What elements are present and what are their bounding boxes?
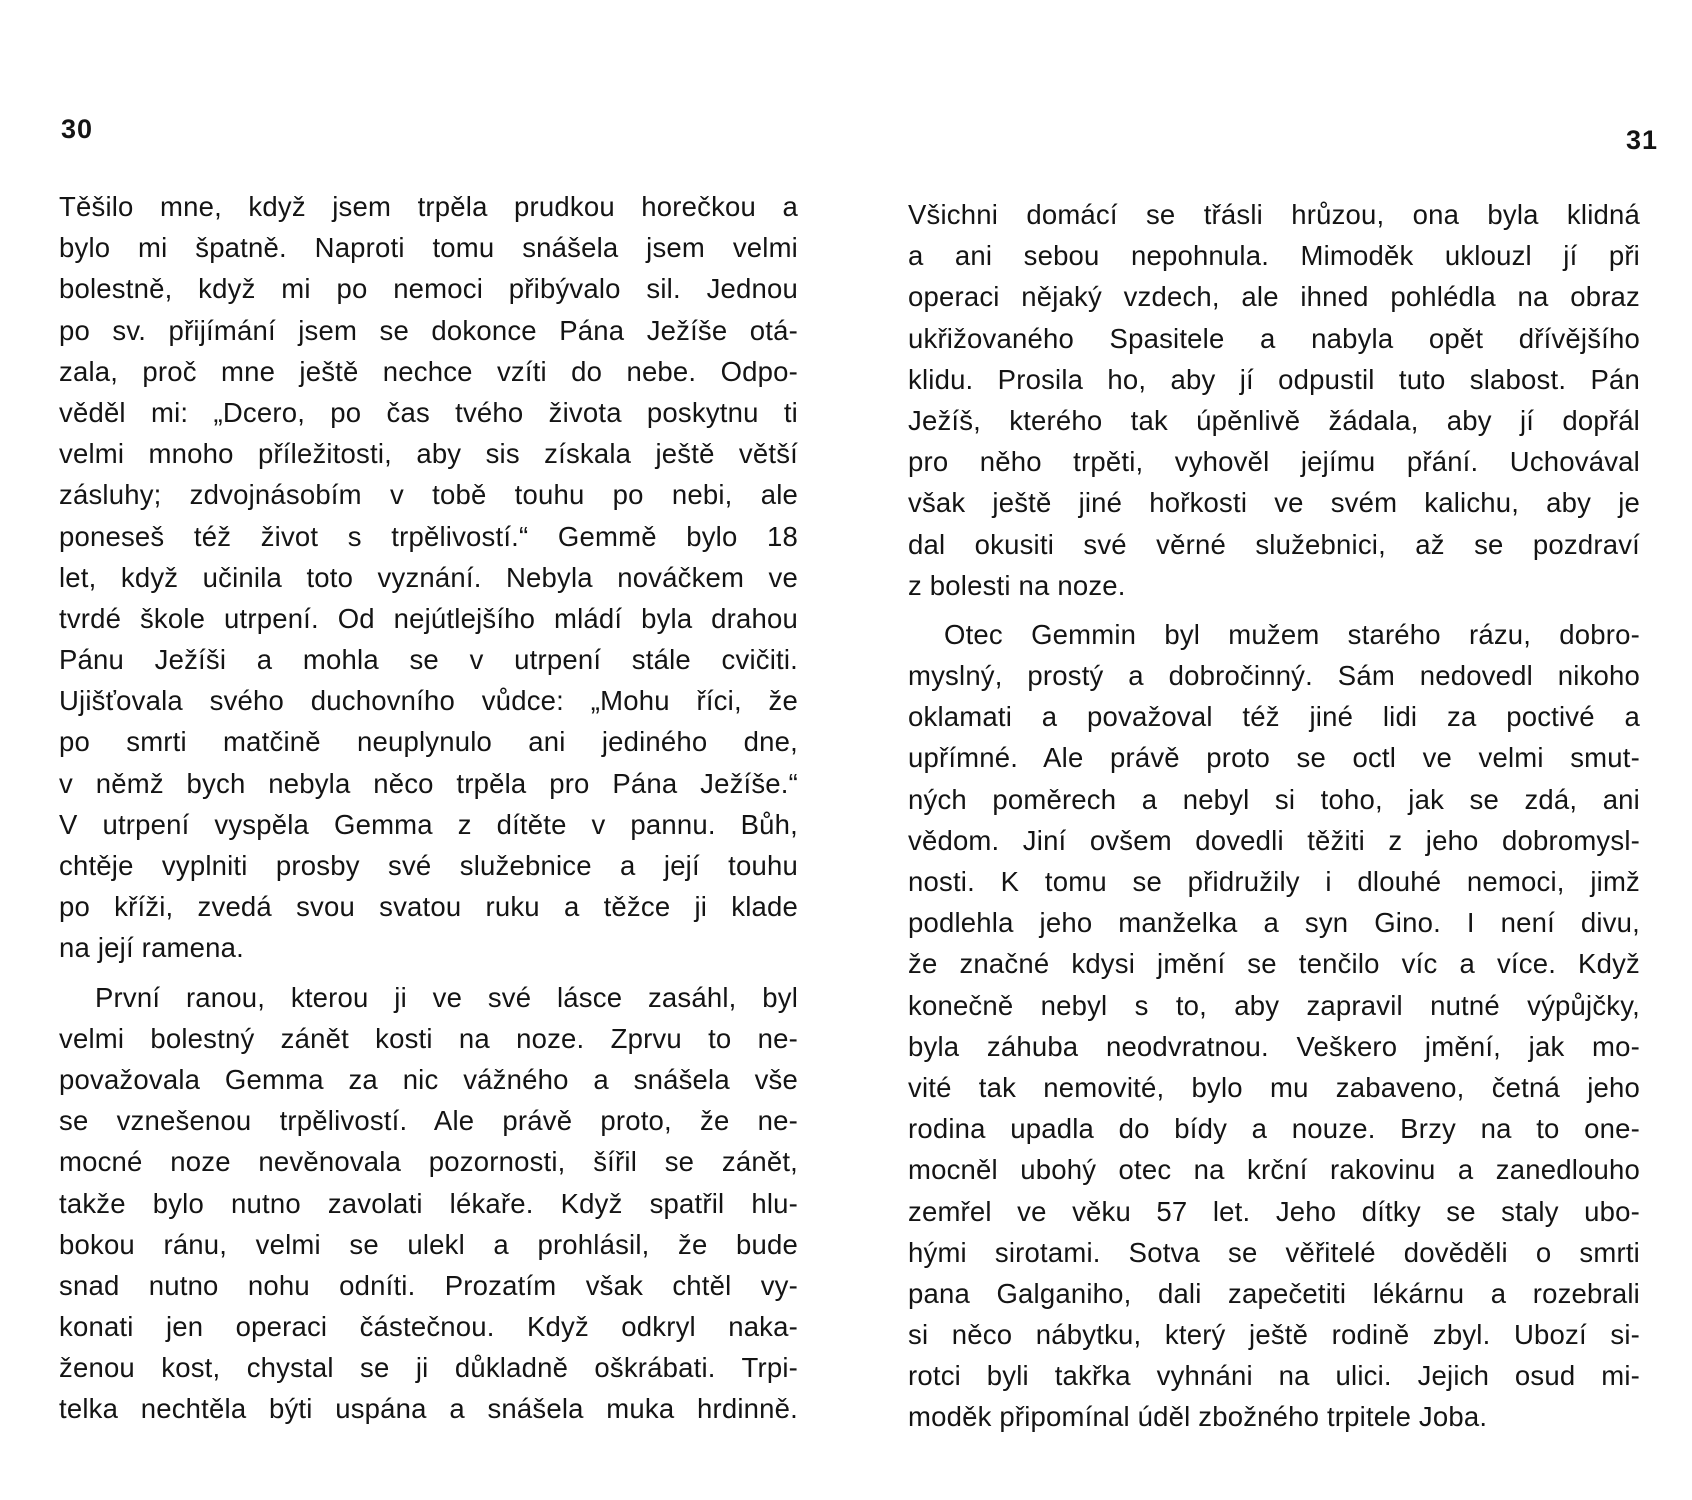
text-line: Těšilo mne, když jsem trpěla prudkou horečkou a [59, 191, 798, 222]
text-line: v němž bych nebyla něco trpěla pro Pána Ježíše.“ [59, 767, 798, 799]
text-line: Ujišťovala svého duchovního vůdce: „Mohu říci, že [59, 685, 798, 717]
text-line: poneseš též život s trpělivostí.“ Gemmě bylo 18 [59, 520, 798, 552]
paragraph [59, 186, 798, 969]
text-line: po kříži, zvedá svou svatou ruku a těžce ji klade [59, 891, 798, 923]
text-line: konati jen operaci částečnou. Když odkryl naka- [59, 1311, 798, 1343]
text-line: ukřižovaného Spasitele a nabyla opět dřívějšího [908, 322, 1640, 354]
paragraph [908, 614, 1640, 1438]
text-line: po sv. přijímání jsem se dokonce Pána Ježíše otá- [59, 314, 798, 346]
text-line: považovala Gemma za nic vážného a snášela vše [59, 1063, 798, 1095]
text-line: let, když učinila toto vyznání. Nebyla nováčkem ve [59, 561, 798, 593]
text-line: ženou kost, chystal se ji důkladně oškrábati. Trpi- [59, 1352, 798, 1384]
text-line: nosti. K tomu se přidružily i dlouhé nemoci, jimž [908, 866, 1640, 897]
text-line: z bolesti na noze. [908, 569, 1126, 601]
text-line: snad nutno nohu odníti. Prozatím však chtěl vy- [59, 1269, 798, 1301]
text-line: chtěje vyplniti prosby své služebnice a její touhu [59, 850, 798, 881]
text-line: vědom. Jiní ovšem dovedli těžiti z jeho dobromysl- [908, 824, 1640, 856]
text-line: pro něho trpěti, vyhověl jejímu přání. Uchovával [908, 446, 1640, 478]
text-line: podlehla jeho manželka a syn Gino. I není divu, [908, 907, 1640, 939]
text-line: oklamati a považoval též jiné lidi za poctivé a [908, 701, 1640, 733]
left-text-column [59, 186, 798, 1430]
page-number-left: 30 [61, 114, 94, 144]
text-line: V utrpení vyspěla Gemma z dítěte v pannu. Bůh, [59, 808, 798, 840]
right-page [846, 0, 1692, 1500]
text-line: pana Galganiho, dali zapečetiti lékárnu a rozebrali [908, 1277, 1640, 1309]
text-line: bolestně, když mi po nemoci přibývalo sil. Jednou [59, 273, 798, 305]
text-line: dal okusiti své věrné služebnici, až se pozdraví [908, 528, 1640, 560]
text-line: Ježíš, kterého tak úpěnlivě žádala, aby jí dopřál [908, 404, 1640, 436]
text-line: bylo mi špatně. Naproti tomu snášela jsem velmi [59, 232, 798, 264]
text-line: rodina upadla do bídy a nouze. Brzy na to one- [908, 1113, 1640, 1145]
text-line: ných poměrech a nebyl si toho, jak se zdá, ani [908, 783, 1640, 815]
text-line: na její ramena. [59, 932, 244, 964]
text-line: operaci nějaký vzdech, ale ihned pohlédla na obraz [908, 281, 1640, 313]
text-line: mocněl ubohý otec na krční rakovinu a zanedlouho [908, 1154, 1640, 1186]
text-line: vité tak nemovité, bylo mu zabaveno, četná jeho [908, 1071, 1640, 1103]
text-line: se vznešenou trpělivostí. Ale právě proto, že ne- [59, 1105, 798, 1137]
text-line: myslný, prostý a dobročinný. Sám nedovedl nikoho [908, 660, 1640, 692]
text-line: po smrti matčině neuplynulo ani jediného dne, [59, 726, 798, 758]
text-line: velmi mnoho příležitosti, aby sis získala ještě větší [59, 438, 798, 470]
text-line: tvrdé škole utrpení. Od nejútlejšího mládí byla drahou [59, 602, 798, 634]
text-line: hými sirotami. Sotva se věřitelé dověděli o smrti [908, 1236, 1640, 1268]
text-line: klidu. Prosila ho, aby jí odpustil tuto slabost. Pán [908, 363, 1640, 395]
text-line: První ranou, kterou ji ve své lásce zasáhl, byl [95, 981, 798, 1013]
text-line: že značné kdysi jmění se tenčilo víc a více. Když [908, 948, 1640, 980]
text-line: zala, proč mne ještě nechce vzíti do nebe. Odpo- [59, 355, 798, 387]
text-line: zásluhy; zdvojnásobím v tobě touhu po nebi, ale [59, 479, 798, 511]
paragraph-gap [59, 969, 798, 977]
page-number-right: 31 [1625, 125, 1658, 155]
text-line: rotci byli takřka vyhnáni na ulici. Jejich osud mi- [908, 1360, 1640, 1392]
paragraph [908, 194, 1640, 606]
text-line: konečně nebyl s to, aby zapravil nutné výpůjčky, [908, 989, 1640, 1021]
text-line: Pánu Ježíši a mohla se v utrpení stále cvičiti. [59, 644, 798, 676]
text-line: bokou ránu, velmi se ulekl a prohlásil, že bude [59, 1228, 798, 1260]
text-line: telka nechtěla býti uspána a snášela muka hrdinně. [59, 1393, 798, 1425]
text-line: velmi bolestný zánět kosti na noze. Zprvu to ne- [59, 1022, 798, 1054]
text-line: Otec Gemmin byl mužem starého rázu, dobro- [944, 618, 1640, 650]
text-line: byla záhuba neodvratnou. Veškero jmění, jak mo- [908, 1030, 1640, 1062]
text-line: věděl mi: „Dcero, po čas tvého života poskytnu ti [59, 396, 798, 428]
text-line: však ještě jiné hořkosti ve svém kalichu, aby je [908, 487, 1640, 519]
text-line: moděk připomínal úděl zbožného trpitele Joba. [908, 1401, 1488, 1433]
text-line: a ani sebou nepohnula. Mimoděk uklouzl jí při [908, 240, 1640, 272]
text-line: takže bylo nutno zavolati lékaře. Když spatřil hlu- [59, 1187, 798, 1219]
paragraph-gap [908, 606, 1640, 614]
paragraph [59, 977, 798, 1430]
text-line: si něco nábytku, který ještě rodině zbyl. Ubozí si- [908, 1319, 1640, 1351]
text-line: zemřel ve věku 57 let. Jeho dítky se staly ubo- [908, 1195, 1640, 1227]
text-line: Všichni domácí se třásli hrůzou, ona byla klidná [908, 199, 1640, 230]
text-line: upřímné. Ale právě proto se octl ve velmi smut- [908, 742, 1640, 774]
text-line: mocné noze nevěnovala pozornosti, šířil se zánět, [59, 1146, 798, 1178]
right-text-column [908, 194, 1640, 1438]
